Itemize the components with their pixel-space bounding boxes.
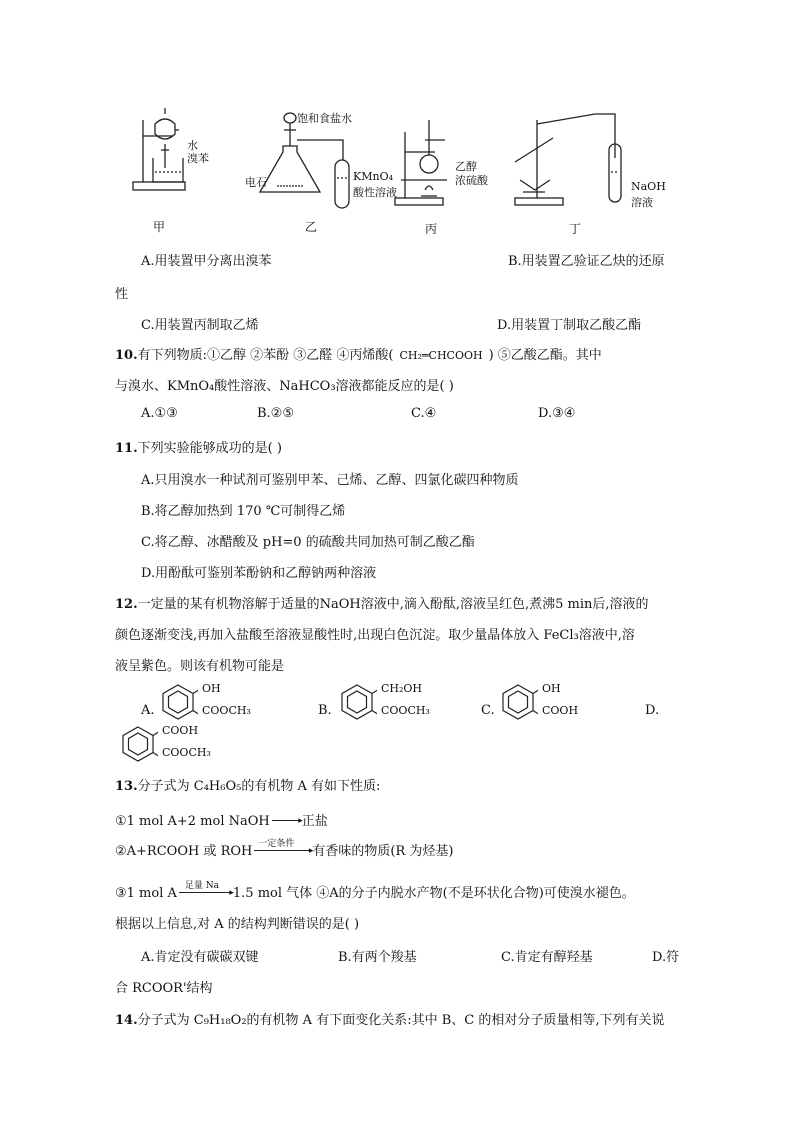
label-bromobenzene: 溴苯	[187, 152, 209, 165]
label-acidic-solution: 酸性溶液	[353, 186, 397, 199]
q12-option-a-structure	[158, 682, 268, 722]
reaction-arrow-icon: 一定条件 ▸	[254, 850, 310, 851]
q13-p3-condition: 足量 Na	[184, 881, 219, 891]
benzene-ring-icon	[337, 682, 377, 722]
apparatus-yi	[260, 113, 349, 208]
q12-line1	[115, 593, 649, 612]
label-water: 水	[187, 139, 198, 152]
benzene-ring-icon	[158, 682, 198, 722]
q12-option-b-structure	[337, 682, 447, 722]
q9-option-b-cont: 性	[115, 287, 129, 302]
reaction-arrow-icon: ▸	[272, 820, 300, 821]
q12-line2: 颜色逐渐变浅,再加入盐酸至溶液显酸性时,出现白色沉淀。取少量晶体放入 FeCl₃溶液中,溶	[115, 628, 635, 643]
q10-formula: CH₂═CHCOOH	[399, 349, 483, 362]
q10-line1	[115, 344, 602, 363]
q13-property-2	[115, 840, 453, 859]
apparatus-ding	[515, 114, 621, 205]
q11-option-a: A.只用溴水一种试剂可鉴别甲苯、己烯、乙醇、四氯化碳四种物质	[141, 473, 519, 488]
label-naoh: NaOH	[631, 180, 666, 193]
q12-c-top-group: OH	[542, 682, 561, 695]
apparatus-drawing	[125, 100, 695, 240]
q12-b-top-group: CH₂OH	[381, 682, 423, 695]
q13-p2-product: 有香味的物质(R 为烃基)	[312, 844, 454, 859]
caption-jia: 甲	[153, 220, 166, 234]
label-kmno4: KMnO₄	[353, 170, 393, 183]
reaction-arrow-icon: 足量 Na ▸	[179, 892, 231, 893]
q13-number: 13.	[115, 779, 138, 794]
q9-option-d: D.用装置丁制取乙酸乙酯	[497, 318, 642, 333]
q13-property-1	[115, 810, 328, 829]
q13-stem	[115, 775, 380, 794]
q12-option-d-structure	[118, 724, 228, 764]
q13-judge: 根据以上信息,对 A 的结构判断错误的是( )	[115, 917, 360, 932]
q13-p3-reactants: ③1 mol A	[115, 886, 177, 901]
q11-number: 11.	[115, 441, 138, 456]
q13-option-a: A.肯定没有碳碳双键	[141, 950, 259, 965]
caption-ding: 丁	[569, 222, 582, 236]
q12-a-top-group: OH	[202, 682, 221, 695]
apparatus-bing	[395, 120, 447, 205]
q9-option-a: A.用装置甲分离出溴苯	[141, 254, 272, 269]
q10-option-d: D.③④	[538, 406, 576, 421]
q14-number: 14.	[115, 1013, 138, 1028]
q13-p2-condition: 一定条件	[258, 839, 295, 849]
benzene-ring-icon	[498, 682, 538, 722]
q12-a-bottom-group: COOCH₃	[202, 704, 251, 717]
q13-option-d: D.符	[652, 950, 680, 965]
q12-number: 12.	[115, 597, 138, 612]
q12-d-bottom-group: COOCH₃	[162, 746, 211, 759]
q13-option-c: C.肯定有醇羟基	[501, 950, 593, 965]
q13-stem-text: 分子式为 C₄H₆O₅的有机物 A 有如下性质:	[137, 779, 381, 794]
q13-p3-product: 1.5 mol 气体 ④A的分子内脱水产物(不是环状化合物)可使溴水褪色。	[232, 886, 635, 901]
label-conc-sulfuric: 浓硫酸	[455, 174, 488, 187]
label-brine: 饱和食盐水	[297, 112, 352, 125]
q13-p2-reactants: ②A+RCOOH 或 ROH	[115, 844, 253, 859]
q10-stem-b: ) ⑤乙酸乙酯。其中	[488, 348, 602, 363]
q13-option-d-cont: 合 RCOOR'结构	[115, 981, 213, 996]
q13-option-b: B.有两个羧基	[338, 950, 417, 965]
q12-option-a-label: A.	[141, 703, 155, 718]
q10-number: 10.	[115, 348, 138, 363]
q14-line1-text: 分子式为 C₉H₁₈O₂的有机物 A 有下面变化关系:其中 B、C 的相对分子质量相等,下列有关说	[137, 1013, 665, 1028]
benzene-ring-icon	[118, 724, 158, 764]
q11-stem	[115, 437, 282, 456]
q9-option-c: C.用装置丙制取乙烯	[141, 318, 259, 333]
q12-b-bottom-group: COOCH₃	[381, 704, 430, 717]
q13-p1-product: 正盐	[301, 814, 328, 829]
q12-d-top-group: COOH	[162, 724, 199, 737]
label-solution: 溶液	[631, 196, 653, 209]
caption-yi: 乙	[305, 220, 318, 234]
q10-option-b: B.②⑤	[257, 406, 294, 421]
caption-bing: 丙	[425, 222, 438, 236]
q9-option-b: B.用装置乙验证乙炔的还原	[508, 254, 665, 269]
label-ethanol: 乙醇	[455, 160, 477, 173]
q13-p1-reactants: ①1 mol A+2 mol NaOH	[115, 814, 270, 829]
q11-stem-text: 下列实验能够成功的是( )	[137, 441, 282, 456]
q14-line1	[115, 1009, 664, 1028]
q11-option-c: C.将乙醇、冰醋酸及 pH=0 的硫酸共同加热可制乙酸乙酯	[141, 535, 475, 550]
q11-option-b: B.将乙醇加热到 170 ℃可制得乙烯	[141, 504, 346, 519]
apparatus-figure	[125, 100, 695, 240]
q10-option-a: A.①③	[141, 406, 178, 421]
q10-option-c: C.④	[411, 406, 437, 421]
q13-property-3	[115, 882, 635, 901]
apparatus-jia	[133, 108, 185, 190]
q12-option-d-label: D.	[645, 703, 660, 718]
q10-stem-a: 有下列物质:①乙醇 ②苯酚 ③乙醛 ④丙烯酸(	[137, 348, 394, 363]
q12-option-c-label: C.	[481, 703, 495, 718]
q12-c-bottom-group: COOH	[542, 704, 579, 717]
q10-line2: 与溴水、KMnO₄酸性溶液、NaHCO₃溶液都能反应的是( )	[115, 379, 454, 394]
q12-line1-text: 一定量的某有机物溶解于适量的NaOH溶液中,滴入酚酞,溶液呈红色,煮沸5 min后,溶液的	[137, 597, 649, 612]
q12-option-c-structure	[498, 682, 598, 722]
q11-option-d: D.用酚酞可鉴别苯酚钠和乙醇钠两种溶液	[141, 566, 377, 581]
q12-line3: 液呈紫色。则该有机物可能是	[115, 659, 285, 674]
label-calcium-carbide: 电石	[245, 176, 267, 189]
q12-option-b-label: B.	[318, 703, 332, 718]
